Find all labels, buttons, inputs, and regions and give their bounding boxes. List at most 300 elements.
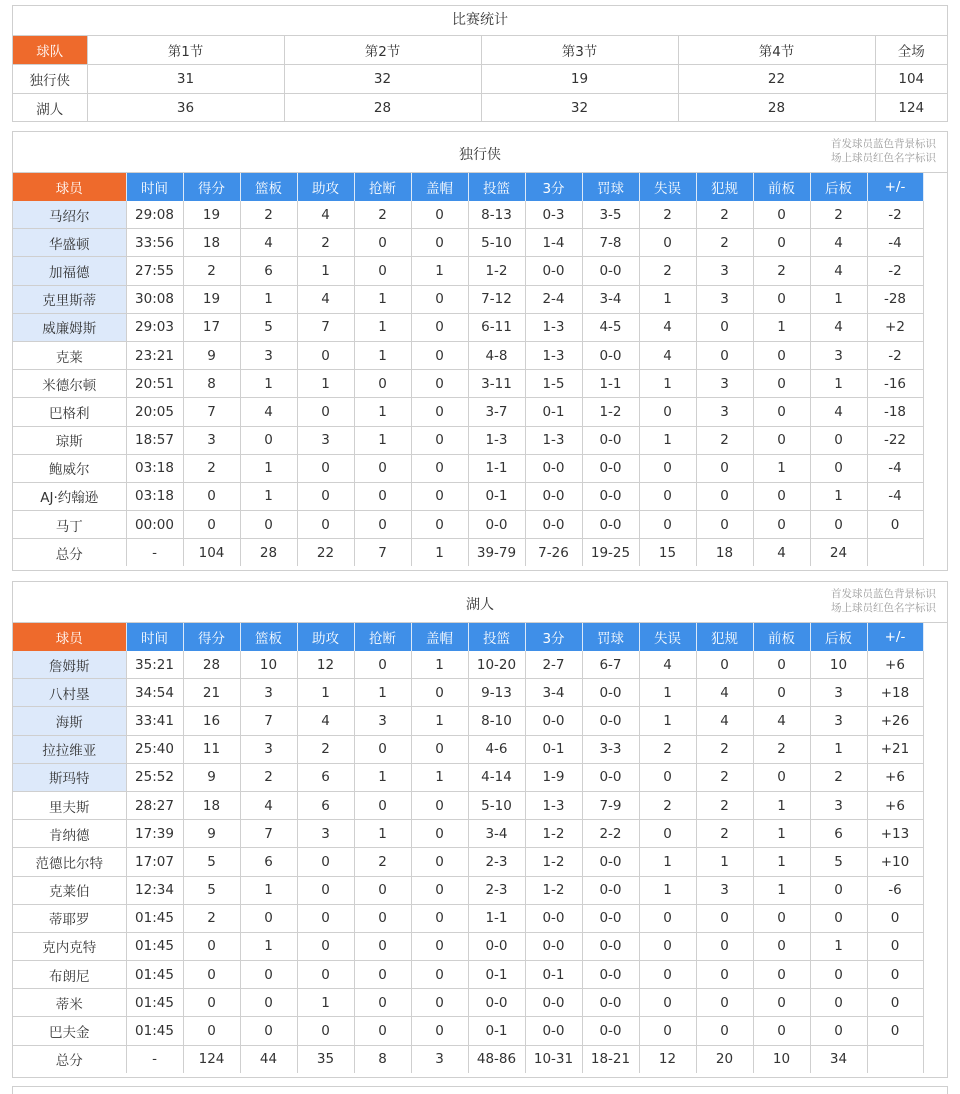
column-header: 篮板: [240, 173, 297, 201]
stat-cell: 4: [639, 341, 696, 369]
stat-cell: 1: [753, 876, 810, 904]
stat-cell: 0: [753, 932, 810, 960]
stat-cell: 9: [183, 820, 240, 848]
stat-cell: -2: [867, 341, 923, 369]
stat-cell: 0: [411, 791, 468, 819]
player-row: [13, 961, 923, 989]
stat-cell: 1-2: [525, 876, 582, 904]
player-row: [13, 932, 923, 960]
stat-cell: 0: [240, 989, 297, 1017]
total-row: [13, 1045, 923, 1073]
column-header: 得分: [183, 173, 240, 201]
column-header: 3分: [525, 173, 582, 201]
column-header: 后板: [810, 623, 867, 651]
stat-cell: 12: [639, 1045, 696, 1073]
stat-cell: 0: [240, 1017, 297, 1045]
player-name: 肯纳德: [13, 820, 126, 848]
quarter-score-table: [13, 36, 947, 122]
stat-cell: 03:18: [126, 482, 183, 510]
stat-cell: 7-9: [582, 791, 639, 819]
summary-header-cell: 全场: [875, 36, 947, 65]
stat-cell: 0: [411, 370, 468, 398]
stat-cell: 2: [696, 820, 753, 848]
stat-cell: +10: [867, 848, 923, 876]
team-stats-panel-lakers: [12, 581, 948, 1078]
player-name: 蒂米: [13, 989, 126, 1017]
stat-cell: 0: [753, 763, 810, 791]
stat-cell: 29:08: [126, 201, 183, 229]
stat-cell: 10: [810, 651, 867, 679]
stat-cell: 44: [240, 1045, 297, 1073]
stat-cell: 27:55: [126, 257, 183, 285]
player-row: [13, 679, 923, 707]
stat-cell: 7: [240, 820, 297, 848]
stat-cell: 1-4: [525, 229, 582, 257]
stat-cell: 0: [753, 482, 810, 510]
stat-cell: 3: [696, 876, 753, 904]
stat-cell: 1-3: [525, 791, 582, 819]
stat-cell: 0: [297, 848, 354, 876]
stat-cell: 1: [639, 426, 696, 454]
stat-cell: 0: [810, 1017, 867, 1045]
stat-cell: 0: [753, 651, 810, 679]
stat-cell: 0: [354, 961, 411, 989]
stat-cell: 0: [411, 454, 468, 482]
stat-cell: 2: [354, 201, 411, 229]
stat-cell: 0-1: [468, 482, 525, 510]
stat-cell: 0: [753, 1017, 810, 1045]
stat-cell: 0: [639, 482, 696, 510]
stat-cell: 2-2: [582, 820, 639, 848]
stat-cell: 0: [696, 961, 753, 989]
stat-cell: 0: [354, 932, 411, 960]
stat-cell: 4-14: [468, 763, 525, 791]
stat-cell: 3: [810, 707, 867, 735]
legend-note-line: 首发球员蓝色背景标识: [831, 138, 936, 150]
stat-cell: 0-0: [525, 932, 582, 960]
stat-cell: 1: [810, 482, 867, 510]
stat-cell: 1: [240, 932, 297, 960]
column-header: 罚球: [582, 173, 639, 201]
stat-cell: 0: [354, 989, 411, 1017]
stat-cell: 0: [297, 511, 354, 539]
stat-cell: 1: [411, 257, 468, 285]
stat-cell: 48-86: [468, 1045, 525, 1073]
stat-cell: 33:41: [126, 707, 183, 735]
stat-cell: 17: [183, 313, 240, 341]
column-header: 投篮: [468, 173, 525, 201]
stat-cell: 0: [810, 876, 867, 904]
stat-cell: 0: [411, 932, 468, 960]
stat-cell: 25:40: [126, 735, 183, 763]
column-header: 抢断: [354, 173, 411, 201]
summary-score-cell: 19: [481, 65, 678, 94]
stat-cell: 7-8: [582, 229, 639, 257]
summary-score-cell: 22: [678, 65, 875, 94]
column-header: 后板: [810, 173, 867, 201]
stat-cell: +18: [867, 679, 923, 707]
stat-cell: 2: [297, 735, 354, 763]
stat-cell: 4: [810, 257, 867, 285]
stat-cell: 3: [696, 370, 753, 398]
stat-cell: 1: [354, 820, 411, 848]
stat-cell: +6: [867, 791, 923, 819]
stat-cell: +2: [867, 313, 923, 341]
stat-cell: +13: [867, 820, 923, 848]
stat-cell: 0: [753, 904, 810, 932]
legend-note: [831, 587, 936, 615]
stat-cell: 1: [810, 285, 867, 313]
summary-team-name: 独行侠: [13, 65, 87, 94]
stat-cell: 3: [810, 679, 867, 707]
stat-cell: 0: [639, 1017, 696, 1045]
stat-cell: 8-13: [468, 201, 525, 229]
player-name: 布朗尼: [13, 961, 126, 989]
stat-cell: 0: [867, 989, 923, 1017]
stat-cell: 0: [183, 1017, 240, 1045]
stat-cell: 0: [639, 763, 696, 791]
stat-cell: 0-1: [525, 398, 582, 426]
stat-cell: 8: [183, 370, 240, 398]
stat-cell: 22: [297, 539, 354, 567]
stat-cell: 3: [240, 341, 297, 369]
stat-cell: 2: [240, 201, 297, 229]
stat-cell: 0: [240, 961, 297, 989]
stat-cell: 0: [354, 651, 411, 679]
stat-cell: 12:34: [126, 876, 183, 904]
stat-cell: 0: [354, 1017, 411, 1045]
stat-cell: 35:21: [126, 651, 183, 679]
stat-cell: 0-0: [525, 1017, 582, 1045]
stat-cell: 0: [354, 482, 411, 510]
total-label: 总分: [13, 1045, 126, 1073]
stat-cell: +26: [867, 707, 923, 735]
stat-cell: 2-7: [525, 651, 582, 679]
stat-cell: 19-25: [582, 539, 639, 567]
stat-cell: 9: [183, 341, 240, 369]
stat-cell: 1: [297, 989, 354, 1017]
player-name: 克内克特: [13, 932, 126, 960]
stat-cell: 0: [411, 904, 468, 932]
stat-cell: 1-2: [525, 848, 582, 876]
stat-cell: 2-3: [468, 848, 525, 876]
player-name: 华盛顿: [13, 229, 126, 257]
stat-cell: 1: [696, 848, 753, 876]
summary-row: [13, 65, 947, 94]
stat-cell: 12: [297, 651, 354, 679]
stat-cell: 1-2: [525, 820, 582, 848]
stat-cell: 0-0: [525, 257, 582, 285]
stat-cell: 0: [411, 426, 468, 454]
stat-cell: 0-0: [582, 876, 639, 904]
stat-cell: 1: [354, 398, 411, 426]
total-row: [13, 539, 923, 567]
stat-cell: 1-3: [525, 313, 582, 341]
stat-cell: +21: [867, 735, 923, 763]
stat-cell: 0-0: [582, 932, 639, 960]
stat-cell: 1: [639, 285, 696, 313]
stat-cell: 23:21: [126, 341, 183, 369]
summary-score-cell: 32: [481, 94, 678, 123]
stat-cell: 34: [810, 1045, 867, 1073]
stat-cell: -16: [867, 370, 923, 398]
stat-cell: 01:45: [126, 1017, 183, 1045]
stat-cell: 1: [411, 651, 468, 679]
player-row: [13, 735, 923, 763]
stat-cell: 1: [639, 876, 696, 904]
stat-cell: 0-0: [582, 482, 639, 510]
stat-cell: 3-5: [582, 201, 639, 229]
summary-score-cell: 32: [284, 65, 481, 94]
stat-cell: 1-3: [525, 426, 582, 454]
stat-cell: 0: [411, 820, 468, 848]
stat-cell: 0: [411, 511, 468, 539]
player-name: 詹姆斯: [13, 651, 126, 679]
stat-cell: 0-0: [582, 848, 639, 876]
stat-cell: 4: [810, 313, 867, 341]
stat-cell: 3: [240, 735, 297, 763]
stat-cell: 0: [240, 511, 297, 539]
stat-cell: 0: [183, 511, 240, 539]
stat-cell: -: [126, 1045, 183, 1073]
stat-cell: 0: [354, 370, 411, 398]
stat-cell: 24: [810, 539, 867, 567]
stat-cell: 0-0: [582, 904, 639, 932]
stat-cell: 0: [297, 454, 354, 482]
stat-cell: 0: [753, 679, 810, 707]
player-row: [13, 370, 923, 398]
stat-cell: 28:27: [126, 791, 183, 819]
player-row: [13, 904, 923, 932]
stat-cell: 0-0: [582, 257, 639, 285]
player-name: 斯玛特: [13, 763, 126, 791]
stat-cell: 0: [354, 229, 411, 257]
stat-cell: 1: [354, 763, 411, 791]
stat-cell: 0: [411, 229, 468, 257]
stat-cell: 0: [297, 482, 354, 510]
legend-note-line: 首发球员蓝色背景标识: [831, 588, 936, 600]
stat-cell: 4: [753, 707, 810, 735]
stat-cell: 0-0: [582, 763, 639, 791]
stat-cell: 4-8: [468, 341, 525, 369]
stat-cell: 2: [810, 201, 867, 229]
stat-cell: 1: [354, 426, 411, 454]
stat-cell: 1: [639, 370, 696, 398]
stat-cell: 104: [183, 539, 240, 567]
stat-cell: 1: [753, 454, 810, 482]
stat-cell: 7-26: [525, 539, 582, 567]
stat-cell: 0: [411, 735, 468, 763]
stat-cell: 0: [639, 904, 696, 932]
stat-cell: 0-0: [582, 1017, 639, 1045]
stat-cell: +6: [867, 763, 923, 791]
stat-cell: 2: [696, 229, 753, 257]
team-stats-panel-mavericks: [12, 131, 948, 571]
stat-cell: 0-0: [582, 707, 639, 735]
stat-cell: 2: [639, 791, 696, 819]
player-name: 范德比尔特: [13, 848, 126, 876]
stat-cell: 5: [183, 848, 240, 876]
stat-cell: -22: [867, 426, 923, 454]
column-header: 失误: [639, 173, 696, 201]
column-header: 罚球: [582, 623, 639, 651]
stat-cell: 0: [867, 511, 923, 539]
stat-cell: 3: [810, 341, 867, 369]
stat-cell: 4-5: [582, 313, 639, 341]
player-row: [13, 257, 923, 285]
column-header: 失误: [639, 623, 696, 651]
stat-cell: 1: [411, 707, 468, 735]
summary-team-name: 湖人: [13, 94, 87, 123]
stat-cell: 2: [354, 848, 411, 876]
stat-cell: -: [126, 539, 183, 567]
summary-row: [13, 94, 947, 123]
stat-cell: 01:45: [126, 904, 183, 932]
stat-cell: 0: [753, 511, 810, 539]
column-header: 犯规: [696, 173, 753, 201]
stat-cell: 0: [810, 511, 867, 539]
stat-cell: 0: [810, 904, 867, 932]
column-header: 3分: [525, 623, 582, 651]
stat-cell: 0-0: [582, 961, 639, 989]
player-name: 克莱伯: [13, 876, 126, 904]
stat-cell: 1: [810, 932, 867, 960]
stat-cell: 2: [639, 257, 696, 285]
stat-cell: 3-4: [582, 285, 639, 313]
stat-cell: 0-1: [468, 1017, 525, 1045]
player-name: 拉拉维亚: [13, 735, 126, 763]
player-name: 海斯: [13, 707, 126, 735]
stat-cell: 20: [696, 1045, 753, 1073]
stat-cell: 0-0: [582, 341, 639, 369]
player-row: [13, 341, 923, 369]
summary-header-cell: 第3节: [481, 36, 678, 65]
player-row: [13, 791, 923, 819]
stat-cell: 18: [183, 229, 240, 257]
stat-cell: 124: [183, 1045, 240, 1073]
stat-cell: 3-11: [468, 370, 525, 398]
summary-header-team: 球队: [13, 36, 87, 65]
column-header: 助攻: [297, 173, 354, 201]
stat-cell: 0: [810, 454, 867, 482]
stat-cell: 01:45: [126, 961, 183, 989]
stat-cell: 0: [297, 398, 354, 426]
stat-cell: 0: [411, 848, 468, 876]
stat-cell: 6: [297, 791, 354, 819]
team-name: 湖人: [466, 597, 494, 613]
column-header: 得分: [183, 623, 240, 651]
stat-cell: 3: [810, 791, 867, 819]
stat-cell: 1: [240, 370, 297, 398]
stat-cell: 6: [297, 763, 354, 791]
stat-cell: 01:45: [126, 932, 183, 960]
stat-cell: 1-1: [468, 454, 525, 482]
column-header: 犯规: [696, 623, 753, 651]
player-name: 琼斯: [13, 426, 126, 454]
stat-cell: 3-7: [468, 398, 525, 426]
stat-cell: 6-11: [468, 313, 525, 341]
column-header: 时间: [126, 173, 183, 201]
stat-cell: 9-13: [468, 679, 525, 707]
total-label: 总分: [13, 539, 126, 567]
stat-cell: 4: [240, 791, 297, 819]
stat-cell: 3: [696, 257, 753, 285]
stat-cell: 0: [696, 313, 753, 341]
stat-cell: 4: [753, 539, 810, 567]
summary-score-cell: 28: [678, 94, 875, 123]
player-row: [13, 313, 923, 341]
column-header-player: 球员: [13, 623, 126, 651]
stat-cell: 1: [354, 679, 411, 707]
player-name: 蒂耶罗: [13, 904, 126, 932]
stat-cell: 8: [354, 1045, 411, 1073]
stat-cell: 0: [183, 989, 240, 1017]
summary-header-cell: 第1节: [87, 36, 284, 65]
stat-cell: 0: [696, 454, 753, 482]
stat-cell: 30:08: [126, 285, 183, 313]
stat-cell: 1: [240, 454, 297, 482]
stat-cell: 4: [810, 398, 867, 426]
stat-cell: 0: [639, 820, 696, 848]
stat-cell: 3: [297, 820, 354, 848]
player-name: 马丁: [13, 511, 126, 539]
stat-cell: 0: [297, 1017, 354, 1045]
stat-cell: 8-10: [468, 707, 525, 735]
stat-cell: 6-7: [582, 651, 639, 679]
stat-cell: 0-1: [468, 961, 525, 989]
stat-cell: 5: [240, 313, 297, 341]
stat-cell: 19: [183, 201, 240, 229]
stat-cell: -6: [867, 876, 923, 904]
stat-cell: 18: [183, 791, 240, 819]
stat-cell: 10-31: [525, 1045, 582, 1073]
stat-cell: 4-6: [468, 735, 525, 763]
stat-cell: 1: [240, 482, 297, 510]
stat-cell: 0: [411, 201, 468, 229]
stat-cell: 11: [183, 735, 240, 763]
stat-cell: 0: [411, 482, 468, 510]
stat-cell: 0-0: [468, 989, 525, 1017]
stat-cell: 25:52: [126, 763, 183, 791]
stat-cell: 10: [753, 1045, 810, 1073]
stat-cell: 0: [696, 511, 753, 539]
stat-cell: 34:54: [126, 679, 183, 707]
stat-cell: 0: [639, 511, 696, 539]
stat-cell: 7: [297, 313, 354, 341]
stat-cell: 0-1: [525, 735, 582, 763]
stat-cell: 2: [240, 763, 297, 791]
stat-cell: 0: [696, 932, 753, 960]
stat-cell: 1: [639, 848, 696, 876]
stat-cell: 7: [354, 539, 411, 567]
stat-cell: 10-20: [468, 651, 525, 679]
stat-cell: 2-3: [468, 876, 525, 904]
player-row: [13, 285, 923, 313]
stat-cell: 28: [240, 539, 297, 567]
stat-cell: 1-1: [468, 904, 525, 932]
stat-cell: 0: [297, 904, 354, 932]
stat-cell: 0: [411, 1017, 468, 1045]
stat-cell: 1-1: [582, 370, 639, 398]
stat-cell: 0: [240, 904, 297, 932]
stat-cell: 5: [183, 876, 240, 904]
player-row: [13, 454, 923, 482]
player-row: [13, 848, 923, 876]
column-header: 前板: [753, 173, 810, 201]
stat-cell: 0-1: [525, 961, 582, 989]
stat-cell: 0: [639, 454, 696, 482]
player-stats-table: [13, 173, 924, 566]
